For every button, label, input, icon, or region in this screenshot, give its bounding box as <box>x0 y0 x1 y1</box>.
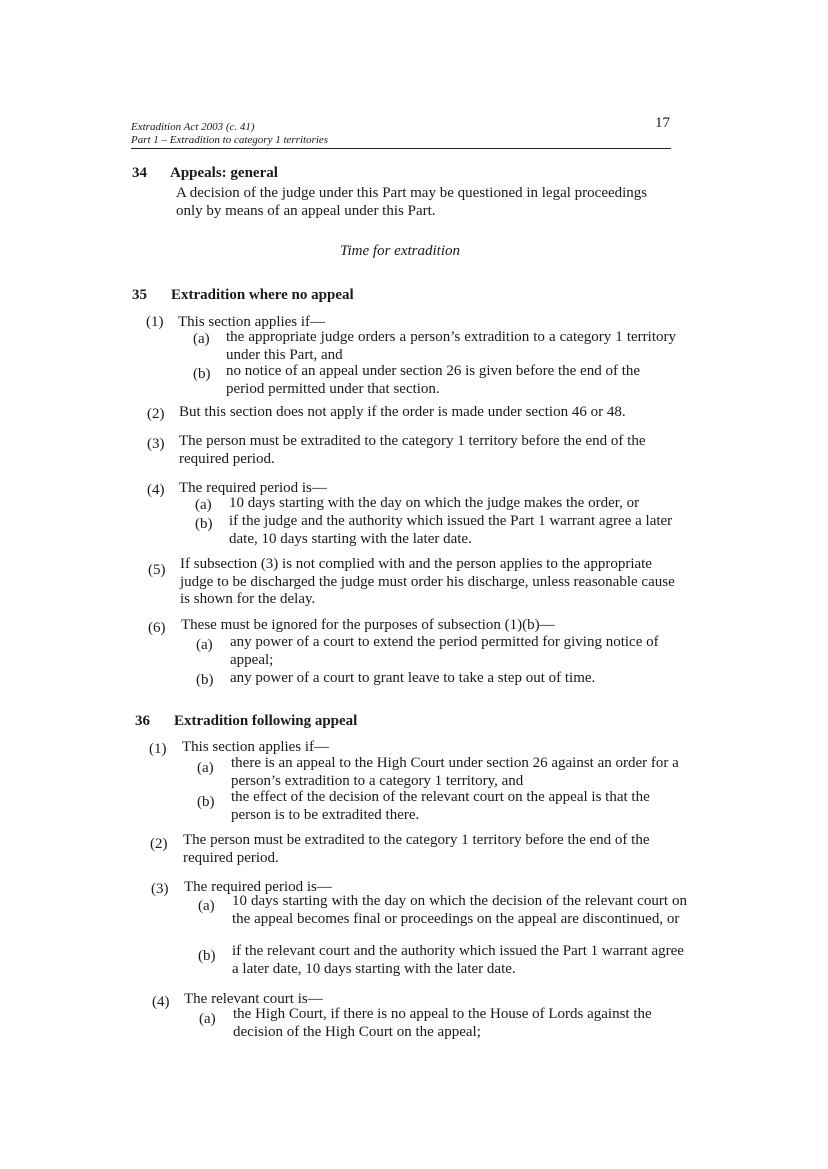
s35-4-a-text: 10 days starting with the day on which the judge makes the order, or <box>229 495 640 511</box>
crosshead: Time for extradition <box>340 243 460 259</box>
header-rule <box>131 148 671 149</box>
s35-6-text: These must be ignored for the purposes of subsection (1)(b)— <box>181 617 555 633</box>
s35-4-text: The required period is— <box>179 480 327 496</box>
s35-4-a-label: (a) <box>195 497 212 513</box>
s36-1-text: This section applies if— <box>182 739 330 755</box>
page-number: 17 <box>655 115 670 131</box>
s35-5-text: If subsection (3) is not complied with and the person applies to the appropriate judge to be discharged the judge must order his discharge, unless reasonable cause is shown for the delay. <box>180 556 675 607</box>
s35-4-b-label: (b) <box>195 516 213 532</box>
s36-3-a-label: (a) <box>198 898 215 914</box>
s35-1-number: (1) <box>146 314 164 330</box>
section-34-number: 34 <box>132 165 147 181</box>
running-header-part: Part 1 – Extradition to category 1 territories <box>131 134 329 146</box>
s36-3-b-text: if the relevant court and the authority which issued the Part 1 warrant agree a later date, 10 days starting with the later date. <box>232 943 684 977</box>
section-36-number: 36 <box>135 713 150 729</box>
s36-3-number: (3) <box>151 881 169 897</box>
section-35-number: 35 <box>132 287 147 303</box>
s35-2-number: (2) <box>147 406 165 422</box>
s35-4-number: (4) <box>147 482 165 498</box>
s36-1-b-label: (b) <box>197 794 215 810</box>
s36-1-b-text: the effect of the decision of the relevant court on the appeal is that the person is to be extradited there. <box>231 789 650 823</box>
section-34-text: A decision of the judge under this Part may be questioned in legal proceedings only by means of an appeal under this Part. <box>176 185 648 219</box>
s35-5-number: (5) <box>148 562 166 578</box>
s35-1-a-label: (a) <box>193 331 210 347</box>
s36-1-a-text: there is an appeal to the High Court under section 26 against an order for a person’s extradition to a category 1 territory, and <box>231 755 679 789</box>
s36-1-a-label: (a) <box>197 760 214 776</box>
s35-3-number: (3) <box>147 436 165 452</box>
s36-2-text: The person must be extradited to the category 1 territory before the end of the required period. <box>183 832 650 866</box>
s36-4-a-label: (a) <box>199 1011 216 1027</box>
s35-6-a-text: any power of a court to extend the period permitted for giving notice of appeal; <box>230 634 659 668</box>
s36-3-b-label: (b) <box>198 948 216 964</box>
s35-3-text: The person must be extradited to the category 1 territory before the end of the required period. <box>179 433 646 467</box>
s35-6-number: (6) <box>148 620 166 636</box>
s35-6-a-label: (a) <box>196 637 213 653</box>
s35-1-text: This section applies if— <box>178 314 326 330</box>
s36-2-number: (2) <box>150 836 168 852</box>
s36-3-text: The required period is— <box>184 879 332 895</box>
s36-1-number: (1) <box>149 741 167 757</box>
running-header-act: Extradition Act 2003 (c. 41) <box>131 121 255 133</box>
s36-4-number: (4) <box>152 994 170 1010</box>
s35-1-a-text: the appropriate judge orders a person’s extradition to a category 1 territory under this Part, and <box>226 329 676 363</box>
s35-2-text: But this section does not apply if the order is made under section 46 or 48. <box>179 404 626 420</box>
s35-1-b-label: (b) <box>193 366 211 382</box>
s36-3-a-text: 10 days starting with the day on which the decision of the relevant court on the appeal becomes final or proceedings on the appeal are discontinued, or <box>232 893 687 927</box>
section-36-title: Extradition following appeal <box>174 713 358 729</box>
s35-4-b-text: if the judge and the authority which issued the Part 1 warrant agree a later date, 10 days starting with the later date. <box>229 513 673 547</box>
s35-6-b-label: (b) <box>196 672 214 688</box>
section-34-title: Appeals: general <box>170 165 278 181</box>
section-35-title: Extradition where no appeal <box>171 287 354 303</box>
s36-4-text: The relevant court is— <box>184 991 323 1007</box>
s36-4-a-text: the High Court, if there is no appeal to the House of Lords against the decision of the High Court on the appeal; <box>233 1006 652 1040</box>
s35-1-b-text: no notice of an appeal under section 26 is given before the end of the period permitted under that section. <box>226 363 641 397</box>
s35-6-b-text: any power of a court to grant leave to take a step out of time. <box>230 670 596 686</box>
